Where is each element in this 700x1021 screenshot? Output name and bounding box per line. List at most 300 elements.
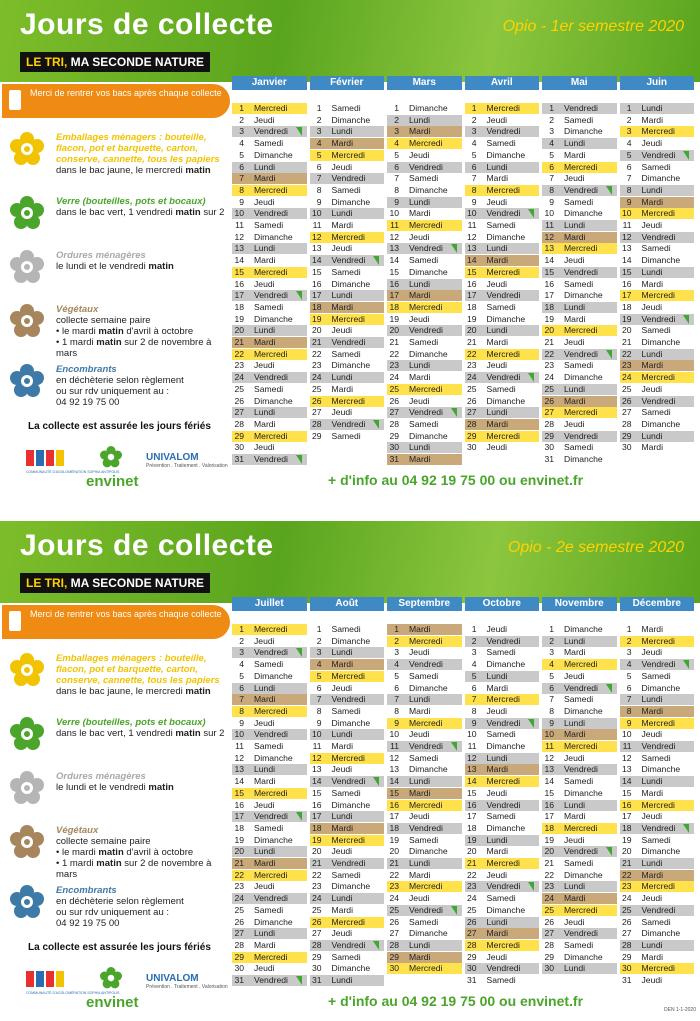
day-name: Lundi <box>254 407 276 418</box>
day-number: 8 <box>394 705 399 716</box>
day-cell <box>620 800 695 811</box>
day-number: 13 <box>621 243 632 254</box>
day-cell <box>387 372 462 383</box>
day-number: 11 <box>467 220 477 230</box>
day-cell <box>387 255 462 266</box>
day-name: Dimanche <box>254 916 293 927</box>
day-cell <box>232 232 307 243</box>
day-cell <box>387 243 462 254</box>
day-name: Vendredi <box>409 904 443 915</box>
day-name: Samedi <box>486 138 516 149</box>
casa-logo <box>26 969 120 999</box>
day-cell <box>542 683 617 694</box>
day-number: 16 <box>234 278 244 289</box>
day-number: 18 <box>389 301 399 312</box>
day-number: 29 <box>234 430 244 441</box>
day-cell <box>310 870 385 881</box>
day-name: Jeudi <box>486 787 508 798</box>
envinet-flower-icon <box>99 446 123 468</box>
day-cell <box>620 173 695 184</box>
day-cell <box>232 870 307 881</box>
day-cell <box>542 243 617 254</box>
day-number: 24 <box>389 893 399 904</box>
day-cell <box>465 360 540 371</box>
legend-encombrants: Encombrants en déchèterie selon règlement ou sur rdv uniquement au : 04 92 19 75 00 <box>10 885 232 931</box>
day-cell <box>620 694 695 705</box>
day-name: Mercredi <box>254 705 288 716</box>
day-cell <box>310 776 385 787</box>
day-number: 22 <box>311 869 322 880</box>
day-cell <box>310 881 385 892</box>
day-name: Jeudi <box>409 313 430 324</box>
day-number: 20 <box>389 325 399 336</box>
day-number: 21 <box>544 858 554 868</box>
day-name: Vendredi <box>254 811 288 822</box>
day-number: 30 <box>544 442 554 453</box>
day-cell <box>620 150 695 161</box>
day-cell <box>232 255 307 266</box>
day-name: Mercredi <box>409 717 443 728</box>
day-cell <box>387 325 462 336</box>
day-name: Mercredi <box>409 881 443 892</box>
day-number: 2 <box>394 635 399 646</box>
day-name: Vendredi <box>641 904 676 915</box>
month-header: Juillet <box>232 597 307 611</box>
day-cell <box>310 243 385 254</box>
day-cell <box>387 431 462 442</box>
day-name: Mardi <box>409 126 431 137</box>
day-name: Samedi <box>331 348 361 359</box>
day-name: Jeudi <box>409 729 430 740</box>
day-name: Vendredi <box>564 348 598 359</box>
day-number: 10 <box>234 208 244 219</box>
day-cell <box>387 454 462 465</box>
day-number: 5 <box>471 149 477 160</box>
day-cell <box>232 706 307 717</box>
day-name: Dimanche <box>331 360 371 371</box>
day-cell <box>620 185 695 196</box>
day-cell <box>465 407 540 418</box>
day-number: 1 <box>239 624 244 634</box>
day-cell <box>465 858 540 869</box>
day-cell <box>620 325 695 336</box>
day-number: 4 <box>549 659 554 670</box>
yellow-flower-icon <box>10 132 44 166</box>
day-number: 31 <box>544 454 554 464</box>
day-name: Lundi <box>409 939 431 950</box>
day-number: 3 <box>316 647 322 658</box>
day-name: Samedi <box>641 407 671 418</box>
day-number: 18 <box>389 822 399 833</box>
day-cell <box>542 220 617 231</box>
day-name: Lundi <box>564 138 586 149</box>
day-number: 4 <box>626 138 632 149</box>
day-cell <box>387 706 462 717</box>
day-number: 5 <box>394 149 399 160</box>
day-number: 11 <box>312 220 322 230</box>
day-number: 3 <box>394 647 399 658</box>
day-name: Mardi <box>409 869 431 880</box>
day-cell <box>310 208 385 219</box>
day-number: 16 <box>389 799 399 810</box>
day-name: Jeudi <box>331 161 353 172</box>
day-number: 31 <box>621 975 632 985</box>
day-name: Samedi <box>486 220 516 230</box>
day-cell <box>465 173 540 184</box>
day-name: Jeudi <box>486 869 508 880</box>
day-number: 22 <box>621 348 632 359</box>
day-number: 2 <box>316 114 322 125</box>
day-name: Jeudi <box>254 278 275 289</box>
day-cell <box>620 893 695 904</box>
day-number: 12 <box>466 231 477 242</box>
day-cell <box>465 729 540 740</box>
day-number: 4 <box>239 138 244 149</box>
day-cell <box>310 683 385 694</box>
day-number: 6 <box>316 161 322 172</box>
bin-icon <box>9 90 21 110</box>
day-cell <box>387 835 462 846</box>
day-cell <box>387 753 462 764</box>
day-name: Lundi <box>254 325 276 336</box>
day-number: 13 <box>234 764 244 775</box>
day-cell <box>542 255 617 266</box>
day-cell <box>620 940 695 951</box>
day-cell <box>310 811 385 822</box>
day-cell <box>542 173 617 184</box>
day-name: Dimanche <box>331 881 371 892</box>
day-name: Samedi <box>254 383 284 394</box>
day-name: Lundi <box>331 893 353 904</box>
day-number: 28 <box>311 418 322 429</box>
day-cell <box>465 718 540 729</box>
day-name: Mercredi <box>564 822 598 833</box>
day-name: Dimanche <box>331 799 371 810</box>
day-cell <box>542 138 617 149</box>
day-cell <box>387 138 462 149</box>
day-name: Dimanche <box>564 869 603 880</box>
info-line: + d'info au 04 92 19 75 00 ou envinet.fr <box>328 993 584 1009</box>
day-number: 21 <box>466 858 477 868</box>
day-number: 29 <box>544 430 554 441</box>
day-number: 20 <box>544 846 554 857</box>
day-number: 4 <box>471 659 477 670</box>
day-cell <box>465 940 540 951</box>
day-cell <box>465 835 540 846</box>
day-cell <box>542 706 617 717</box>
univalom-logo: UNIVALOM Prévention . Traitement . Valorisation <box>146 452 228 469</box>
day-number: 26 <box>621 916 632 927</box>
day-number: 26 <box>544 916 554 927</box>
day-name: Dimanche <box>254 670 293 681</box>
day-name: Mercredi <box>564 741 598 751</box>
day-cell <box>232 636 307 647</box>
day-name: Vendredi <box>331 694 366 705</box>
day-number: 29 <box>311 430 322 441</box>
day-number: 2 <box>471 635 477 646</box>
day-cell <box>542 776 617 787</box>
day-name: Mercredi <box>641 126 675 137</box>
day-cell <box>310 302 385 313</box>
day-name: Vendredi <box>486 290 521 301</box>
day-cell <box>310 384 385 395</box>
day-name: Jeudi <box>254 360 275 371</box>
day-name: Mercredi <box>564 407 598 418</box>
day-number: 7 <box>549 173 554 184</box>
day-name: Dimanche <box>564 290 603 301</box>
day-name: Mercredi <box>254 103 288 113</box>
day-name: Lundi <box>486 670 508 681</box>
day-cell <box>542 952 617 963</box>
green-flower-icon <box>10 196 44 230</box>
day-number: 9 <box>549 196 554 207</box>
day-number: 15 <box>311 266 322 277</box>
day-number: 27 <box>544 407 554 418</box>
day-number: 15 <box>234 266 244 277</box>
day-name: Jeudi <box>486 442 508 453</box>
day-cell <box>387 197 462 208</box>
day-number: 22 <box>389 348 399 359</box>
day-name: Jeudi <box>254 717 275 728</box>
day-name: Lundi <box>331 975 353 985</box>
day-cell <box>620 952 695 963</box>
day-cell <box>620 349 695 360</box>
day-number: 3 <box>626 126 632 137</box>
day-number: 27 <box>466 407 477 418</box>
day-number: 23 <box>389 360 399 371</box>
day-number: 20 <box>466 846 477 857</box>
univalom-logo: UNIVALOM Prévention . Traitement . Valorisation <box>146 973 228 990</box>
legend-ordures: Ordures ménagères le lundi et le vendredi matin <box>10 250 232 286</box>
day-name: Jeudi <box>331 325 353 336</box>
day-number: 7 <box>626 694 632 705</box>
day-cell <box>232 208 307 219</box>
day-number: 12 <box>389 752 399 763</box>
day-name: Mardi <box>331 904 353 915</box>
day-number: 28 <box>234 418 244 429</box>
day-name: Lundi <box>409 776 431 787</box>
day-name: Lundi <box>641 776 663 787</box>
day-cell <box>310 659 385 670</box>
day-name: Jeudi <box>254 114 275 125</box>
day-name: Samedi <box>254 741 284 751</box>
day-name: Jeudi <box>486 624 508 634</box>
day-name: Samedi <box>564 442 594 453</box>
day-name: Mardi <box>641 114 663 125</box>
day-name: Vendredi <box>641 822 676 833</box>
day-number: 6 <box>471 161 477 172</box>
day-cell <box>387 870 462 881</box>
day-cell <box>232 302 307 313</box>
day-cell <box>387 776 462 787</box>
day-cell <box>310 647 385 658</box>
holiday-note: La collecte est assurée les jours fériés <box>28 421 211 432</box>
day-number: 12 <box>311 752 322 763</box>
day-cell <box>465 255 540 266</box>
day-cell <box>310 706 385 717</box>
day-name: Mardi <box>564 729 586 740</box>
day-number: 1 <box>626 103 632 113</box>
day-name: Mercredi <box>254 184 288 195</box>
day-number: 6 <box>471 682 477 693</box>
day-name: Dimanche <box>409 184 448 195</box>
day-number: 5 <box>471 670 477 681</box>
day-number: 17 <box>621 811 632 822</box>
day-name: Vendredi <box>564 266 598 277</box>
day-number: 9 <box>394 196 399 207</box>
day-number: 23 <box>234 881 244 892</box>
day-cell <box>620 776 695 787</box>
day-name: Dimanche <box>331 278 371 289</box>
day-cell <box>620 290 695 301</box>
day-cell <box>542 197 617 208</box>
day-cell <box>232 360 307 371</box>
day-name: Mardi <box>486 928 508 939</box>
day-name: Mardi <box>564 647 586 658</box>
day-cell <box>465 823 540 834</box>
day-name: Jeudi <box>254 196 275 207</box>
day-number: 31 <box>466 975 477 985</box>
day-name: Vendredi <box>254 454 288 464</box>
day-number: 9 <box>471 717 477 728</box>
day-number: 12 <box>621 231 632 242</box>
day-number: 4 <box>394 138 399 149</box>
day-cell <box>620 647 695 658</box>
day-name: Samedi <box>641 161 671 172</box>
day-name: Vendredi <box>564 928 598 939</box>
day-number: 8 <box>471 184 477 195</box>
day-number: 30 <box>621 963 632 974</box>
day-name: Lundi <box>409 196 431 207</box>
day-name: Lundi <box>641 266 663 277</box>
day-name: Mercredi <box>641 635 675 646</box>
day-name: Vendredi <box>486 208 521 219</box>
day-number: 10 <box>621 208 632 219</box>
day-name: Lundi <box>564 220 586 230</box>
day-cell <box>542 442 617 453</box>
day-cell <box>620 858 695 869</box>
day-number: 19 <box>544 313 554 324</box>
day-number: 16 <box>544 799 554 810</box>
day-cell <box>232 150 307 161</box>
day-number: 24 <box>544 893 554 904</box>
day-cell <box>620 360 695 371</box>
day-cell <box>465 963 540 974</box>
day-name: Lundi <box>331 126 353 137</box>
day-name: Mercredi <box>331 670 365 681</box>
day-number: 1 <box>549 103 554 113</box>
day-name: Mercredi <box>641 717 675 728</box>
legend-vegetaux: Végétaux collecte semaine paire • le mardi matin d'avril à octobre • 1 mardi matin sur 2 de novembre à mars <box>10 825 232 871</box>
day-cell <box>465 870 540 881</box>
day-cell <box>232 337 307 348</box>
day-number: 26 <box>466 916 477 927</box>
day-number: 13 <box>621 764 632 775</box>
day-name: Jeudi <box>254 881 275 892</box>
day-name: Samedi <box>331 951 361 962</box>
day-cell <box>542 963 617 974</box>
day-number: 1 <box>394 103 399 113</box>
day-cell <box>387 232 462 243</box>
day-name: Mercredi <box>564 243 598 254</box>
day-cell <box>542 870 617 881</box>
day-cell <box>620 683 695 694</box>
day-cell <box>310 788 385 799</box>
day-cell <box>542 905 617 916</box>
day-number: 1 <box>316 624 322 634</box>
day-number: 15 <box>466 266 477 277</box>
day-name: Vendredi <box>564 103 598 113</box>
day-number: 6 <box>316 682 322 693</box>
day-cell <box>310 197 385 208</box>
day-cell <box>387 846 462 857</box>
day-number: 8 <box>626 705 632 716</box>
day-number: 14 <box>234 776 244 787</box>
day-cell <box>542 314 617 325</box>
day-cell <box>465 337 540 348</box>
day-name: Lundi <box>486 407 508 418</box>
day-cell <box>232 683 307 694</box>
day-cell <box>310 975 385 986</box>
day-cell <box>620 255 695 266</box>
partner-logos <box>22 446 232 490</box>
day-cell <box>542 917 617 928</box>
day-cell <box>387 881 462 892</box>
day-name: Mardi <box>486 255 508 266</box>
day-name: Lundi <box>564 881 586 892</box>
day-cell <box>620 718 695 729</box>
day-cell <box>232 279 307 290</box>
day-name: Lundi <box>641 694 663 705</box>
day-name: Mardi <box>409 454 431 464</box>
day-number: 21 <box>621 858 632 868</box>
day-number: 28 <box>621 418 632 429</box>
day-cell <box>620 115 695 126</box>
day-number: 17 <box>621 290 632 301</box>
day-cell <box>232 396 307 407</box>
day-cell <box>232 788 307 799</box>
day-cell <box>387 115 462 126</box>
day-cell <box>232 419 307 430</box>
day-cell <box>620 846 695 857</box>
day-number: 23 <box>311 360 322 371</box>
brown-flower-icon <box>10 825 44 859</box>
day-number: 5 <box>316 149 322 160</box>
day-cell <box>465 881 540 892</box>
day-number: 4 <box>471 138 477 149</box>
day-cell <box>465 905 540 916</box>
day-cell <box>387 302 462 313</box>
day-cell <box>310 835 385 846</box>
day-cell <box>310 636 385 647</box>
day-name: Mardi <box>564 231 586 242</box>
day-name: Mardi <box>486 418 508 429</box>
day-number: 29 <box>311 951 322 962</box>
day-cell <box>232 314 307 325</box>
day-number: 4 <box>316 659 322 670</box>
day-cell <box>620 407 695 418</box>
day-name: Dimanche <box>564 705 603 716</box>
day-cell <box>465 103 540 114</box>
day-name: Mercredi <box>409 138 443 149</box>
day-name: Mercredi <box>254 430 288 441</box>
day-cell <box>387 220 462 231</box>
day-cell <box>465 442 540 453</box>
day-name: Mercredi <box>254 869 288 880</box>
slogan: LE TRI, MA SECONDE NATURE <box>20 573 210 593</box>
day-number: 28 <box>234 939 244 950</box>
semester-label: Opio - 2e semestre 2020 <box>507 539 684 556</box>
